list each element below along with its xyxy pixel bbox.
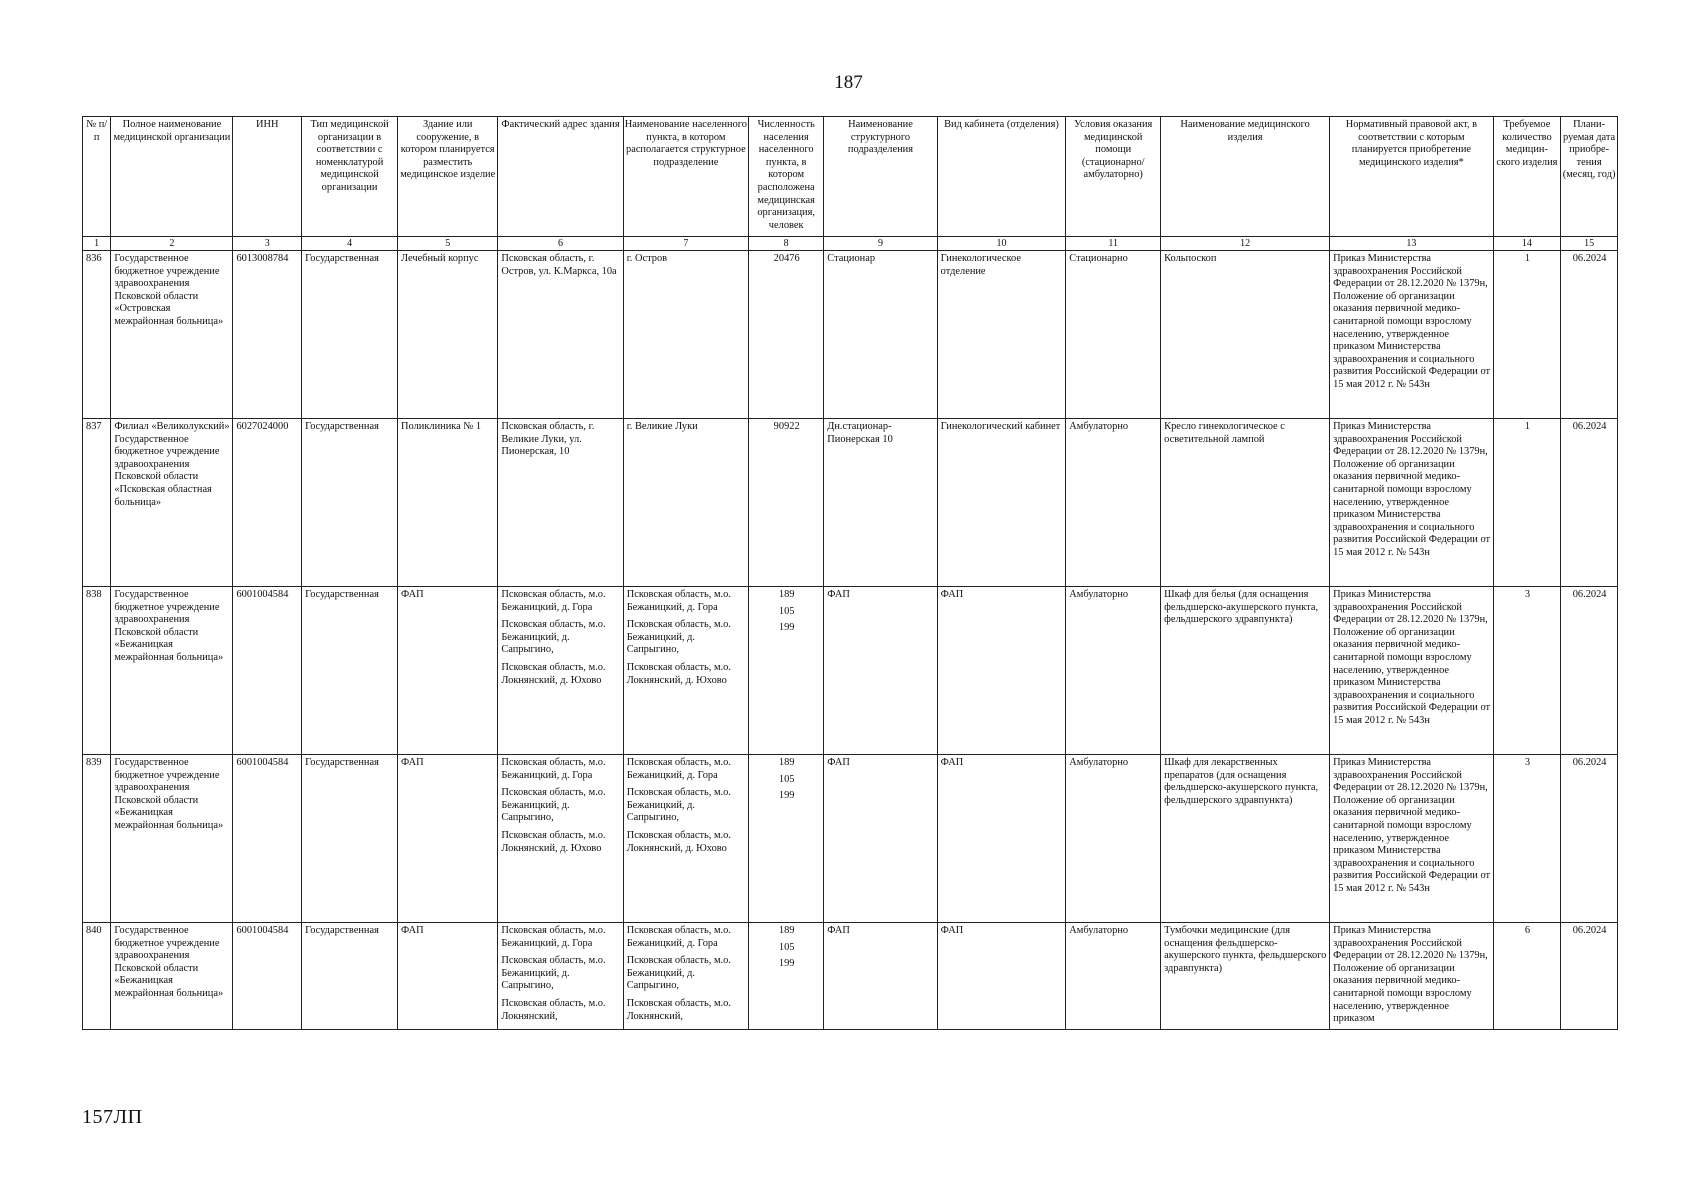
room-type-cell: ФАП xyxy=(937,923,1066,1030)
column-header: Полное наименование медицинской организации xyxy=(111,117,233,237)
address-entry: Псковская область, м.о. Бежаницкий, д. Сапрыгино, xyxy=(501,787,606,824)
quantity-cell: 3 xyxy=(1493,587,1561,755)
column-header: Здание или сооружение, в котором планируется разместить медицинское изделие xyxy=(398,117,498,237)
address-entry: Псковская область, м.о. Локнянский, д. Юхово xyxy=(501,829,606,854)
device-name-cell: Тумбочки медицинские (для оснащения фельдшерско-акушерского пункта, фельдшерского здравпункта) xyxy=(1161,923,1330,1030)
locality-cell xyxy=(623,755,748,923)
purchase-date-cell: 06.2024 xyxy=(1561,251,1618,419)
address-entry: Псковская область, г. Остров, ул. К.Маркса, 10а xyxy=(501,253,617,277)
purchase-date-cell: 06.2024 xyxy=(1561,419,1618,587)
column-header: Плани-руемая дата приобре-тения (месяц, год) xyxy=(1561,117,1618,237)
locality-entry: Псковская область, м.о. Бежаницкий, д. Сапрыгино, xyxy=(626,787,731,824)
locality-entry: Псковская область, м.о. Бежаницкий, д. Гора xyxy=(626,925,731,949)
locality-entry: Псковская область, м.о. Локнянский, д. Юхово xyxy=(626,661,731,686)
locality-cell xyxy=(623,587,748,755)
medical-devices-table xyxy=(82,116,1618,1030)
column-number: 8 xyxy=(749,237,824,251)
population-cell xyxy=(749,587,824,755)
column-number: 9 xyxy=(824,237,937,251)
column-number: 15 xyxy=(1561,237,1618,251)
column-header: Тип медицинской организации в соответствии с номенклатурой медицинской организации xyxy=(302,117,398,237)
row-number-cell: 840 xyxy=(83,923,111,1030)
inn-cell: 6001004584 xyxy=(233,755,302,923)
purchase-date-cell: 06.2024 xyxy=(1561,587,1618,755)
address-entry: Псковская область, м.о. Бежаницкий, д. Гора xyxy=(501,589,606,613)
page-number: 187 xyxy=(834,72,863,93)
legal-act-cell: Приказ Министерства здравоохранения Российской Федерации от 28.12.2020 № 1379н, Положение об организации оказания первичной медико-санитарной помощи взрослому населению, утвержденное приказом Министерства здравоохранения и социального развития Российской Федерации от 15 мая 2012 г. № 543н xyxy=(1330,587,1494,755)
column-number: 2 xyxy=(111,237,233,251)
locality-cell xyxy=(623,419,748,587)
care-conditions-cell: Амбулаторно xyxy=(1066,755,1161,923)
column-number: 14 xyxy=(1493,237,1561,251)
quantity-cell: 1 xyxy=(1493,419,1561,587)
inn-cell: 6001004584 xyxy=(233,587,302,755)
organization-cell: Филиал «Великолукский» Государственное бюджетное учреждение здравоохранения Псковской области «Псковская областная больница» xyxy=(111,419,233,587)
column-number: 3 xyxy=(233,237,302,251)
table-row xyxy=(83,587,1618,755)
locality-entry: г. Великие Луки xyxy=(626,421,698,432)
population-value: 199 xyxy=(778,958,795,970)
column-header: Условия оказания медицинской помощи (стационарно/ амбулаторно) xyxy=(1066,117,1161,237)
column-header: Численность населения населенного пункта, в котором расположена медицинская организация, человек xyxy=(749,117,824,237)
org-type-cell: Государственная xyxy=(302,755,398,923)
locality-entry: Псковская область, м.о. Локнянский, д. Юхово xyxy=(626,829,731,854)
organization-cell: Государственное бюджетное учреждение здравоохранения Псковской области «Бежаницкая межрайонная больница» xyxy=(111,755,233,923)
organization-cell: Государственное бюджетное учреждение здравоохранения Псковской области «Бежаницкая межрайонная больница» xyxy=(111,923,233,1030)
population-value: 189 xyxy=(778,757,795,768)
organization-cell: Государственное бюджетное учреждение здравоохранения Псковской области «Бежаницкая межрайонная больница» xyxy=(111,587,233,755)
quantity-cell: 1 xyxy=(1493,251,1561,419)
care-conditions-cell: Амбулаторно xyxy=(1066,419,1161,587)
column-header: Фактический адрес здания xyxy=(498,117,623,237)
organization-cell: Государственное бюджетное учреждение здравоохранения Псковской области «Островская межрайонная больница» xyxy=(111,251,233,419)
structural-unit-cell: Стационар xyxy=(824,251,937,419)
legal-act-cell: Приказ Министерства здравоохранения Российской Федерации от 28.12.2020 № 1379н, Положение об организации оказания первичной медико-санитарной помощи взрослому населению, утвержденное приказом Министерства здравоохранения и социального развития Российской Федерации от 15 мая 2012 г. № 543н xyxy=(1330,419,1494,587)
building-cell: Лечебный корпус xyxy=(398,251,498,419)
table-row xyxy=(83,923,1618,1030)
org-type-cell: Государственная xyxy=(302,587,398,755)
org-type-cell: Государственная xyxy=(302,923,398,1030)
device-name-cell: Шкаф для лекарственных препаратов (для оснащения фельдшерско-акушерского пункта, фельдшерского здравпункта) xyxy=(1161,755,1330,923)
column-number: 5 xyxy=(398,237,498,251)
column-number: 10 xyxy=(937,237,1066,251)
column-number: 4 xyxy=(302,237,398,251)
population-cell xyxy=(749,419,824,587)
building-cell: Поликлиника № 1 xyxy=(398,419,498,587)
purchase-date-cell: 06.2024 xyxy=(1561,755,1618,923)
population-cell xyxy=(749,755,824,923)
population-cell xyxy=(749,923,824,1030)
row-number-cell: 836 xyxy=(83,251,111,419)
building-cell: ФАП xyxy=(398,587,498,755)
address-cell xyxy=(498,755,623,923)
table-body xyxy=(83,251,1618,1030)
address-cell xyxy=(498,251,623,419)
column-header: Вид кабинета (отделения) xyxy=(937,117,1066,237)
quantity-cell: 6 xyxy=(1493,923,1561,1030)
legal-act-cell: Приказ Министерства здравоохранения Российской Федерации от 28.12.2020 № 1379н, Положение об организации оказания первичной медико-санитарной помощи взрослому населению, утвержденное приказом Министерства здравоохранения и социального развития Российской Федерации от 15 мая 2012 г. № 543н xyxy=(1330,755,1494,923)
population-cell xyxy=(749,251,824,419)
row-number-cell: 838 xyxy=(83,587,111,755)
room-type-cell: Гинекологическое отделение xyxy=(937,251,1066,419)
address-entry: Псковская область, м.о. Бежаницкий, д. Гора xyxy=(501,757,606,781)
population-value: 20476 xyxy=(773,253,800,264)
address-entry: Псковская область, м.о. Бежаницкий, д. Сапрыгино, xyxy=(501,619,606,656)
device-name-cell: Кольпоскоп xyxy=(1161,251,1330,419)
row-number-cell: 837 xyxy=(83,419,111,587)
purchase-date-cell: 06.2024 xyxy=(1561,923,1618,1030)
column-header: Наименование населенного пункта, в котором располагается структурное подразделение xyxy=(623,117,748,237)
document-code: 157ЛП xyxy=(82,1106,143,1128)
locality-entry: Псковская область, м.о. Бежаницкий, д. Сапрыгино, xyxy=(626,955,731,992)
column-header: Наименование структурного подразделения xyxy=(824,117,937,237)
column-number-row xyxy=(83,237,1618,251)
population-value: 189 xyxy=(778,589,795,600)
org-type-cell: Государственная xyxy=(302,251,398,419)
structural-unit-cell: Дн.стационар-Пионерская 10 xyxy=(824,419,937,587)
room-type-cell: ФАП xyxy=(937,755,1066,923)
inn-cell: 6013008784 xyxy=(233,251,302,419)
population-value: 199 xyxy=(778,622,795,634)
room-type-cell: ФАП xyxy=(937,587,1066,755)
address-entry: Псковская область, м.о. Бежаницкий, д. Сапрыгино, xyxy=(501,955,606,992)
column-header: Наименование медицинского изделия xyxy=(1161,117,1330,237)
inn-cell: 6027024000 xyxy=(233,419,302,587)
care-conditions-cell: Амбулаторно xyxy=(1066,587,1161,755)
column-number: 11 xyxy=(1066,237,1161,251)
care-conditions-cell: Стационарно xyxy=(1066,251,1161,419)
address-entry: Псковская область, м.о. Локнянский, xyxy=(501,997,606,1022)
population-value: 105 xyxy=(778,773,795,785)
building-cell: ФАП xyxy=(398,923,498,1030)
care-conditions-cell: Амбулаторно xyxy=(1066,923,1161,1030)
structural-unit-cell: ФАП xyxy=(824,755,937,923)
legal-act-cell: Приказ Министерства здравоохранения Российской Федерации от 28.12.2020 № 1379н, Положение об организации оказания первичной медико-санитарной помощи взрослому населению, утвержденное приказом Министерства здравоохранения и социального развития Российской Федерации от 15 мая 2012 г. № 543н xyxy=(1330,251,1494,419)
address-entry: Псковская область, м.о. Локнянский, д. Юхово xyxy=(501,661,606,686)
column-number: 7 xyxy=(623,237,748,251)
structural-unit-cell: ФАП xyxy=(824,587,937,755)
locality-cell xyxy=(623,251,748,419)
column-number: 6 xyxy=(498,237,623,251)
address-entry: Псковская область, г. Великие Луки, ул. Пионерская, 10 xyxy=(501,421,595,458)
column-header: Требуемое количество медицин-ского изделия xyxy=(1493,117,1561,237)
room-type-cell: Гинекологический кабинет xyxy=(937,419,1066,587)
address-cell xyxy=(498,587,623,755)
quantity-cell: 3 xyxy=(1493,755,1561,923)
device-name-cell: Кресло гинекологическое с осветительной лампой xyxy=(1161,419,1330,587)
column-header: Нормативный правовой акт, в соответствии с которым планируется приобретение медицинского изделия* xyxy=(1330,117,1494,237)
locality-entry: Псковская область, м.о. Бежаницкий, д. Гора xyxy=(626,757,731,781)
column-number: 12 xyxy=(1161,237,1330,251)
address-cell xyxy=(498,923,623,1030)
row-number-cell: 839 xyxy=(83,755,111,923)
column-number: 1 xyxy=(83,237,111,251)
population-value: 105 xyxy=(778,941,795,953)
structural-unit-cell: ФАП xyxy=(824,923,937,1030)
column-header: ИНН xyxy=(233,117,302,237)
locality-entry: Псковская область, м.о. Бежаницкий, д. Гора xyxy=(626,589,731,613)
locality-entry: г. Остров xyxy=(626,253,668,264)
legal-act-cell: Приказ Министерства здравоохранения Российской Федерации от 28.12.2020 № 1379н, Положение об организации оказания первичной медико-санитарной помощи взрослому населению, утвержденное приказом xyxy=(1330,923,1494,1030)
population-value: 189 xyxy=(778,925,795,936)
org-type-cell: Государственная xyxy=(302,419,398,587)
inn-cell: 6001004584 xyxy=(233,923,302,1030)
address-cell xyxy=(498,419,623,587)
table-header-row xyxy=(83,117,1618,237)
table-row xyxy=(83,251,1618,419)
locality-entry: Псковская область, м.о. Локнянский, xyxy=(626,997,731,1022)
population-value: 199 xyxy=(778,790,795,802)
locality-cell xyxy=(623,923,748,1030)
device-name-cell: Шкаф для белья (для оснащения фельдшерско-акушерского пункта, фельдшерского здравпункта) xyxy=(1161,587,1330,755)
table-row xyxy=(83,419,1618,587)
address-entry: Псковская область, м.о. Бежаницкий, д. Гора xyxy=(501,925,606,949)
population-value: 90922 xyxy=(773,421,800,432)
table-row xyxy=(83,755,1618,923)
locality-entry: Псковская область, м.о. Бежаницкий, д. Сапрыгино, xyxy=(626,619,731,656)
column-number: 13 xyxy=(1330,237,1494,251)
building-cell: ФАП xyxy=(398,755,498,923)
population-value: 105 xyxy=(778,605,795,617)
column-header: № п/п xyxy=(83,117,111,237)
